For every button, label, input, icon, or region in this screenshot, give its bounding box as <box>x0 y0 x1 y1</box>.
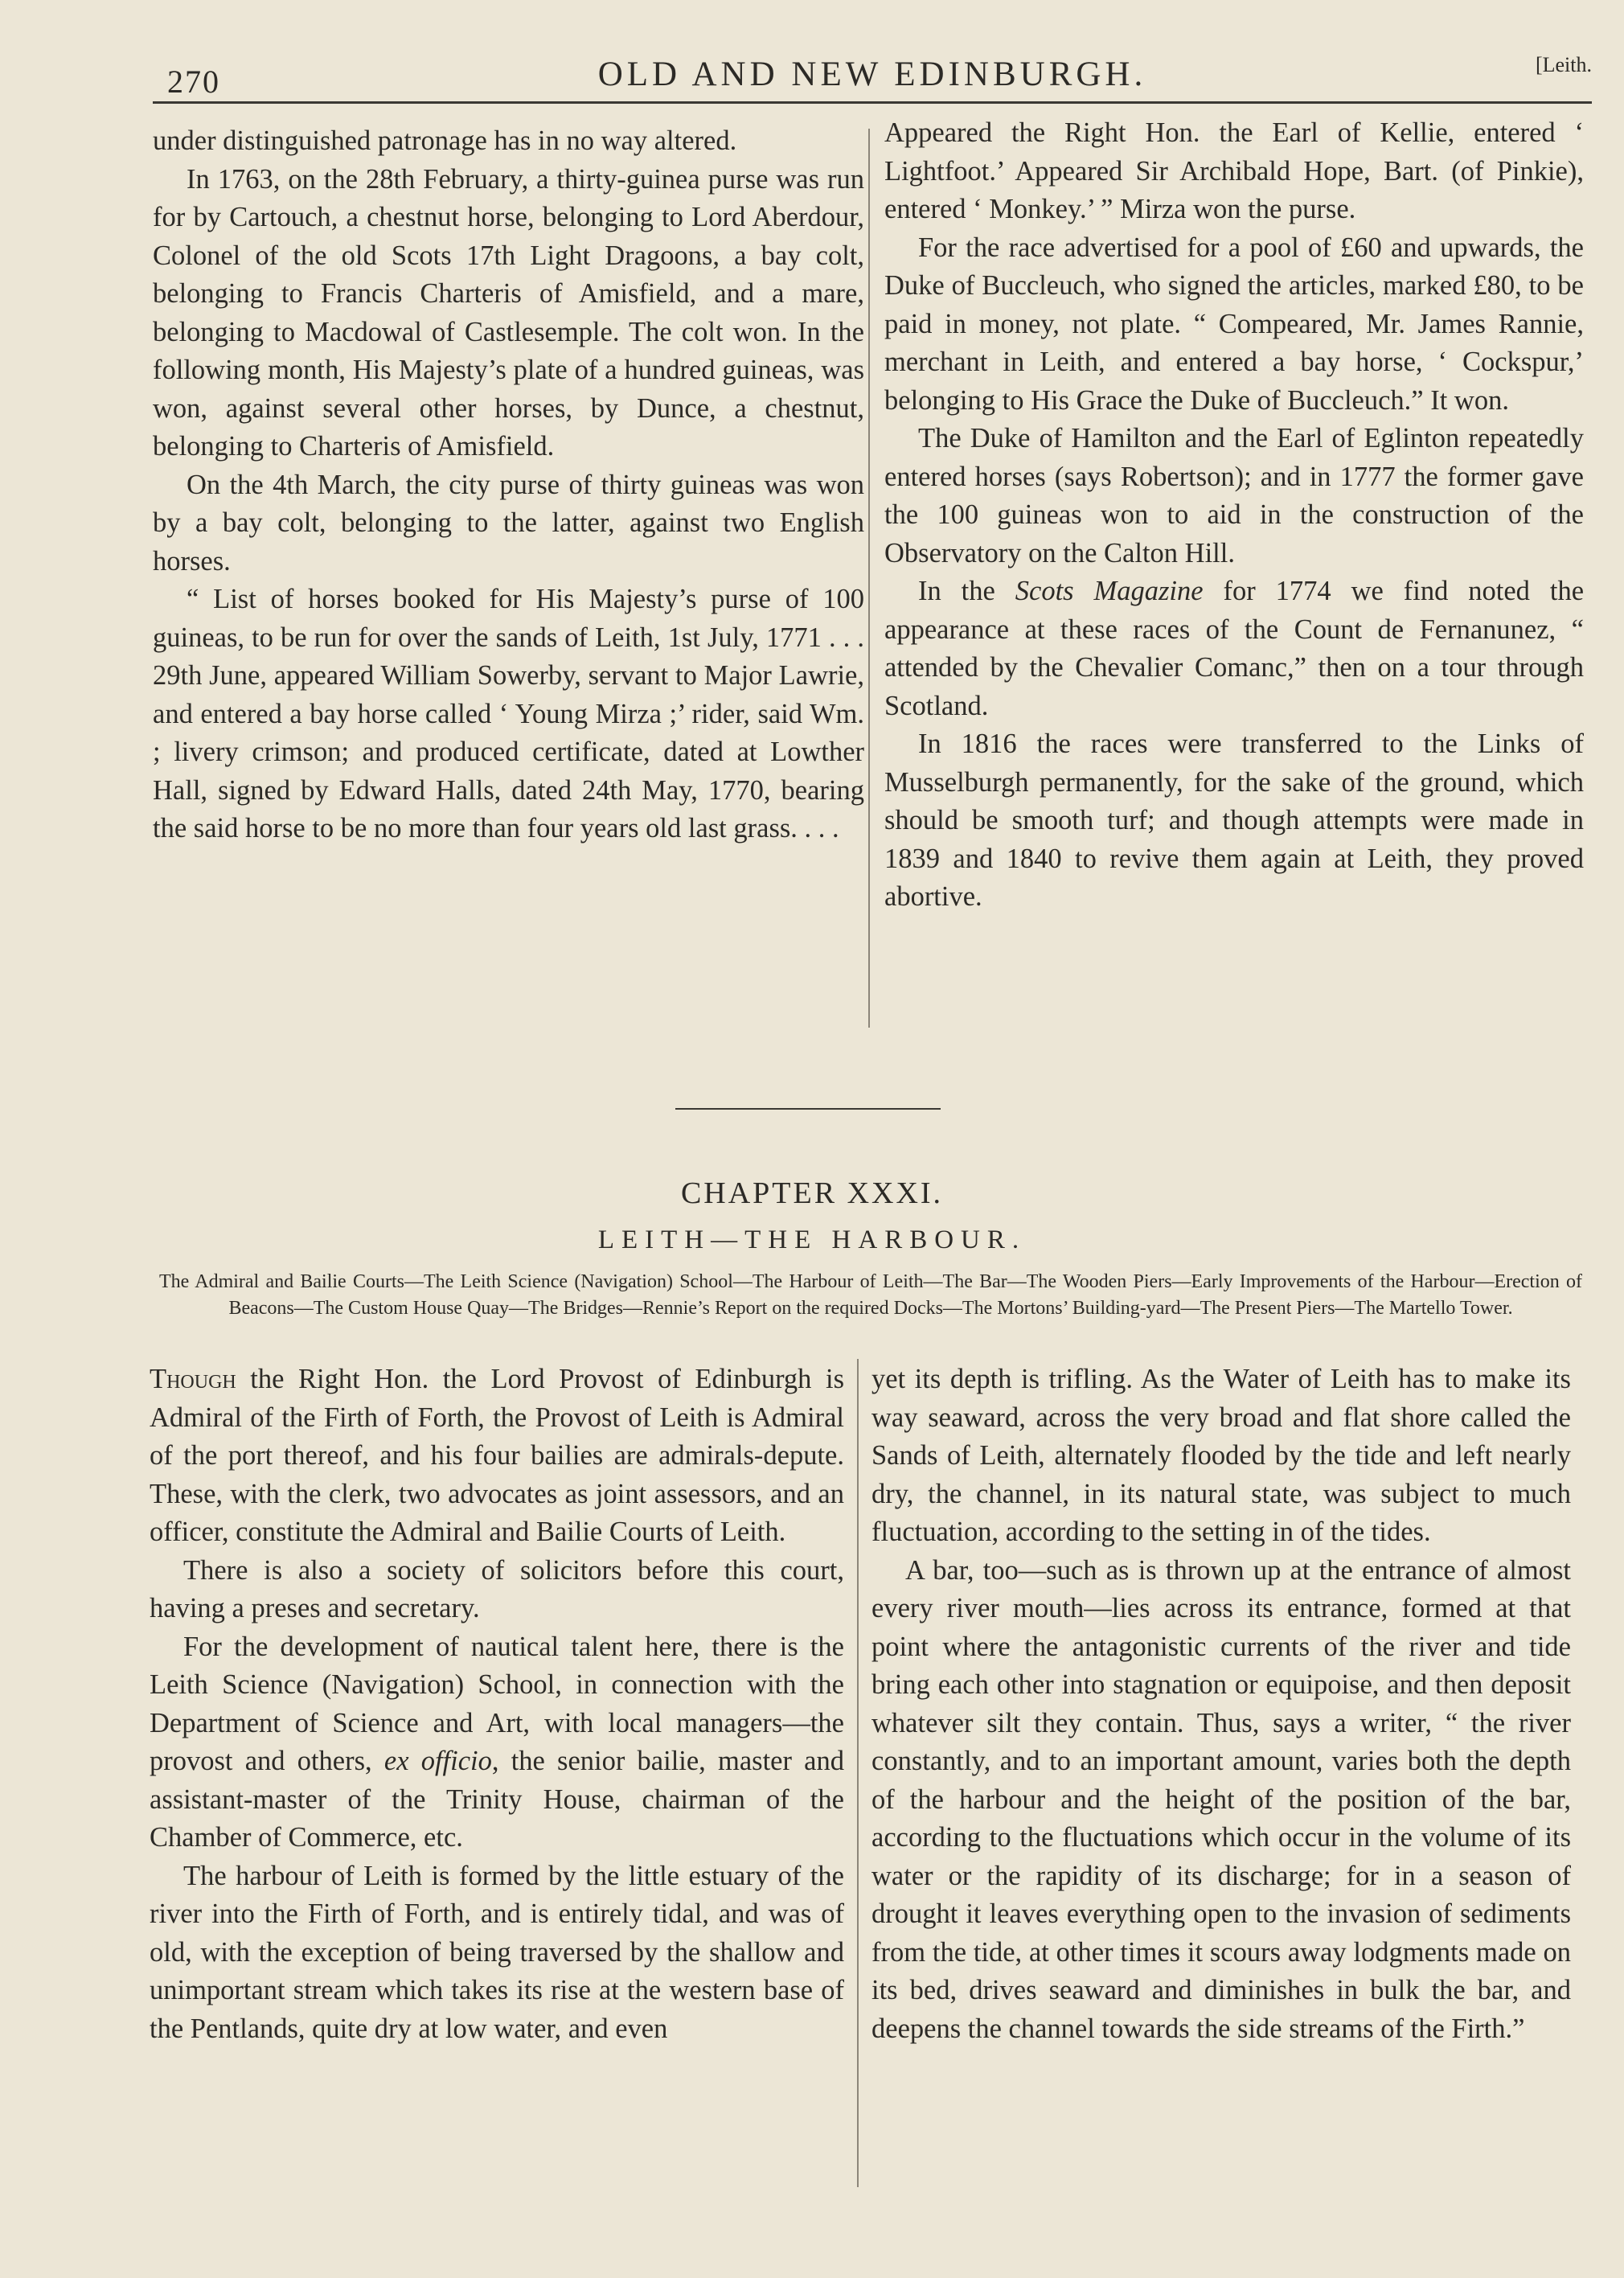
paragraph <box>150 1361 844 1552</box>
chapter-number: CHAPTER XXXI. <box>680 1176 944 1210</box>
paragraph: In 1816 the races were transferred to the Links of Musselburgh permanently, for the sake of the ground, which should be smooth turf; and though attempts were made in 1839 and 1840 to revive them again at Leith, they proved abortive. <box>884 729 1584 912</box>
italic-phrase: ex officio <box>383 1746 492 1776</box>
paragraph: “ List of horses booked for His Majesty’s purse of 100 guineas, to be run for over the sands of Leith, 1st July, 1771 . . . 29th June, appeared William Sowerby, servant to Major Lawrie, and entered a bay horse called ‘ Young Mirza ;’ rider, said Wm. ; livery crimson; and produced certificate, dated at Lowther Hall, signed by Edward Halls, dated 24th May, 1770, bearing the said horse to be no more than four years old last grass. . . . <box>153 584 864 843</box>
paragraph: The Duke of Hamilton and the Earl of Eglinton repeatedly entered horses (says Robertson); and in 1777 the former gave the 100 guineas won to aid in the construction of the Observatory on the Calton Hill. <box>884 423 1584 568</box>
paragraph: The harbour of Leith is formed by the little estuary of the river into the Firth of Forth, and is entirely tidal, and was of old, with the exception of being traversed by the shallow and unimportant stream which takes its rise at the western base of the Pentlands, quite dry at low water, and even <box>150 1860 844 2044</box>
paragraph: Appeared the Right Hon. the Earl of Kellie, entered ‘ Lightfoot.’ Appeared Sir Archibald Hope, Bart. (of Pinkie), entered ‘ Monkey.’ ” Mirza won the purse. <box>884 117 1584 224</box>
running-head <box>153 48 1592 106</box>
paragraph: In 1763, on the 28th February, a thirty-guinea purse was run for by Cartouch, a chestnut horse, belonging to Lord Aberdour, Colonel of the old Scots 17th Light Dragoons, a bay colt, belonging to Francis Charteris of Amisfield, and a mare, belonging to Macdowal of Castlesemple. The colt won. In the following month, His Majesty’s plate of a hundred guineas, was won, against several other horses, by Dunce, a chestnut, belonging to Charteris of Amisfield. <box>153 163 864 462</box>
column-rule <box>868 129 870 1028</box>
paragraph <box>884 573 1584 725</box>
text-run: For the development of nautical talent here, there is the Leith Science (Navigation) School, in connection with the Department of Science and Art, with local managers—the provost and others, <box>150 1631 844 1776</box>
bottom-left-column <box>150 1361 844 2048</box>
page-number: 270 <box>167 64 220 100</box>
paragraph: under distinguished patronage has in no way altered. <box>153 125 737 156</box>
chapter-synopsis: The Admiral and Bailie Courts—The Leith Science (Navigation) School—The Harbour of Leith—The Bar—The Wooden Piers—Early Improvements of the Harbour—Erection of Beacons—The Custom House Quay—The Bridges—Rennie’s Report on the required Docks—The Mortons’ Building-yard—The Present Piers—The Martello Tower. <box>159 1271 1582 1319</box>
bottom-right-column <box>871 1361 1571 2048</box>
paragraph: There is also a society of solicitors before this court, having a preses and secretary. <box>150 1554 844 1623</box>
opening-word: Though <box>150 1364 236 1394</box>
text-run: In the <box>918 576 1015 606</box>
book-title: OLD AND NEW EDINBURGH. <box>597 55 1147 93</box>
text-run: the Right Hon. the Lord Provost of Edinburgh is Admiral of the Firth of Forth, the Provost of Leith is Admiral of the port thereof, and his four bailies are admirals-depute. These, with the clerk, two advocates as joint assessors, and an officer, constitute the Admiral and Bailie Courts of Leith. <box>150 1364 844 1547</box>
paragraph: yet its depth is trifling. As the Water of Leith has to make its way seaward, across the very broad and flat shore called the Sands of Leith, alternately flooded by the tide and left nearly dry, the channel, in its natural state, was subject to much fluctuation, according to the setting in of the tides. <box>871 1364 1571 1547</box>
text-run: , the senior bailie, master and assistant-master of the Trinity House, chairman of the Chamber of Commerce, etc. <box>150 1746 844 1853</box>
text-run: for 1774 we find noted the appearance at these races of the Count de Fernanunez, “ attended by the Chevalier Comanc,” then on a tour through Scotland. <box>884 576 1585 721</box>
section-label: [Leith. <box>1535 53 1592 76</box>
column-rule <box>857 1359 859 2187</box>
chapter-title: LEITH—THE HARBOUR. <box>597 1225 1027 1254</box>
paragraph: For the race advertised for a pool of £60 and upwards, the Duke of Buccleuch, who signed the articles, marked £80, to be paid in money, not plate. “ Compeared, Mr. James Rannie, merchant in Leith, and entered a bay horse, ‘ Cockspur,’ belonging to His Grace the Duke of Buccleuch.” It won. <box>884 232 1584 416</box>
paragraph: A bar, too—such as is thrown up at the entrance of almost every river mouth—lies across its entrance, formed at that point where the antagonistic currents of the river and tide bring each other into stagnation or equipoise, and then deposit whatever silt they contain. Thus, says a writer, “ the river constantly, and to an important amount, varies both the depth of the harbour and the height of the position of the bar, according to the fluctuations which occur in the volume of its water or the rapidity of its discharge; for in a season of drought it leaves everything open to the invasion of sediments from the tide, at other times it scours away lodgments made on its bed, drives seaward and diminishes in bulk the bar, and deepens the channel towards the side streams of the Firth.” <box>871 1554 1571 2044</box>
section-separator <box>675 1108 941 1110</box>
paragraph <box>150 1628 844 1857</box>
top-right-column <box>884 114 1584 917</box>
top-left-column <box>153 122 864 848</box>
header-rule <box>153 101 1592 104</box>
paragraph: On the 4th March, the city purse of thirty guineas was won by a bay colt, belonging to the latter, against two English horses. <box>153 469 864 577</box>
magazine-title: Scots Magazine <box>1015 576 1204 606</box>
